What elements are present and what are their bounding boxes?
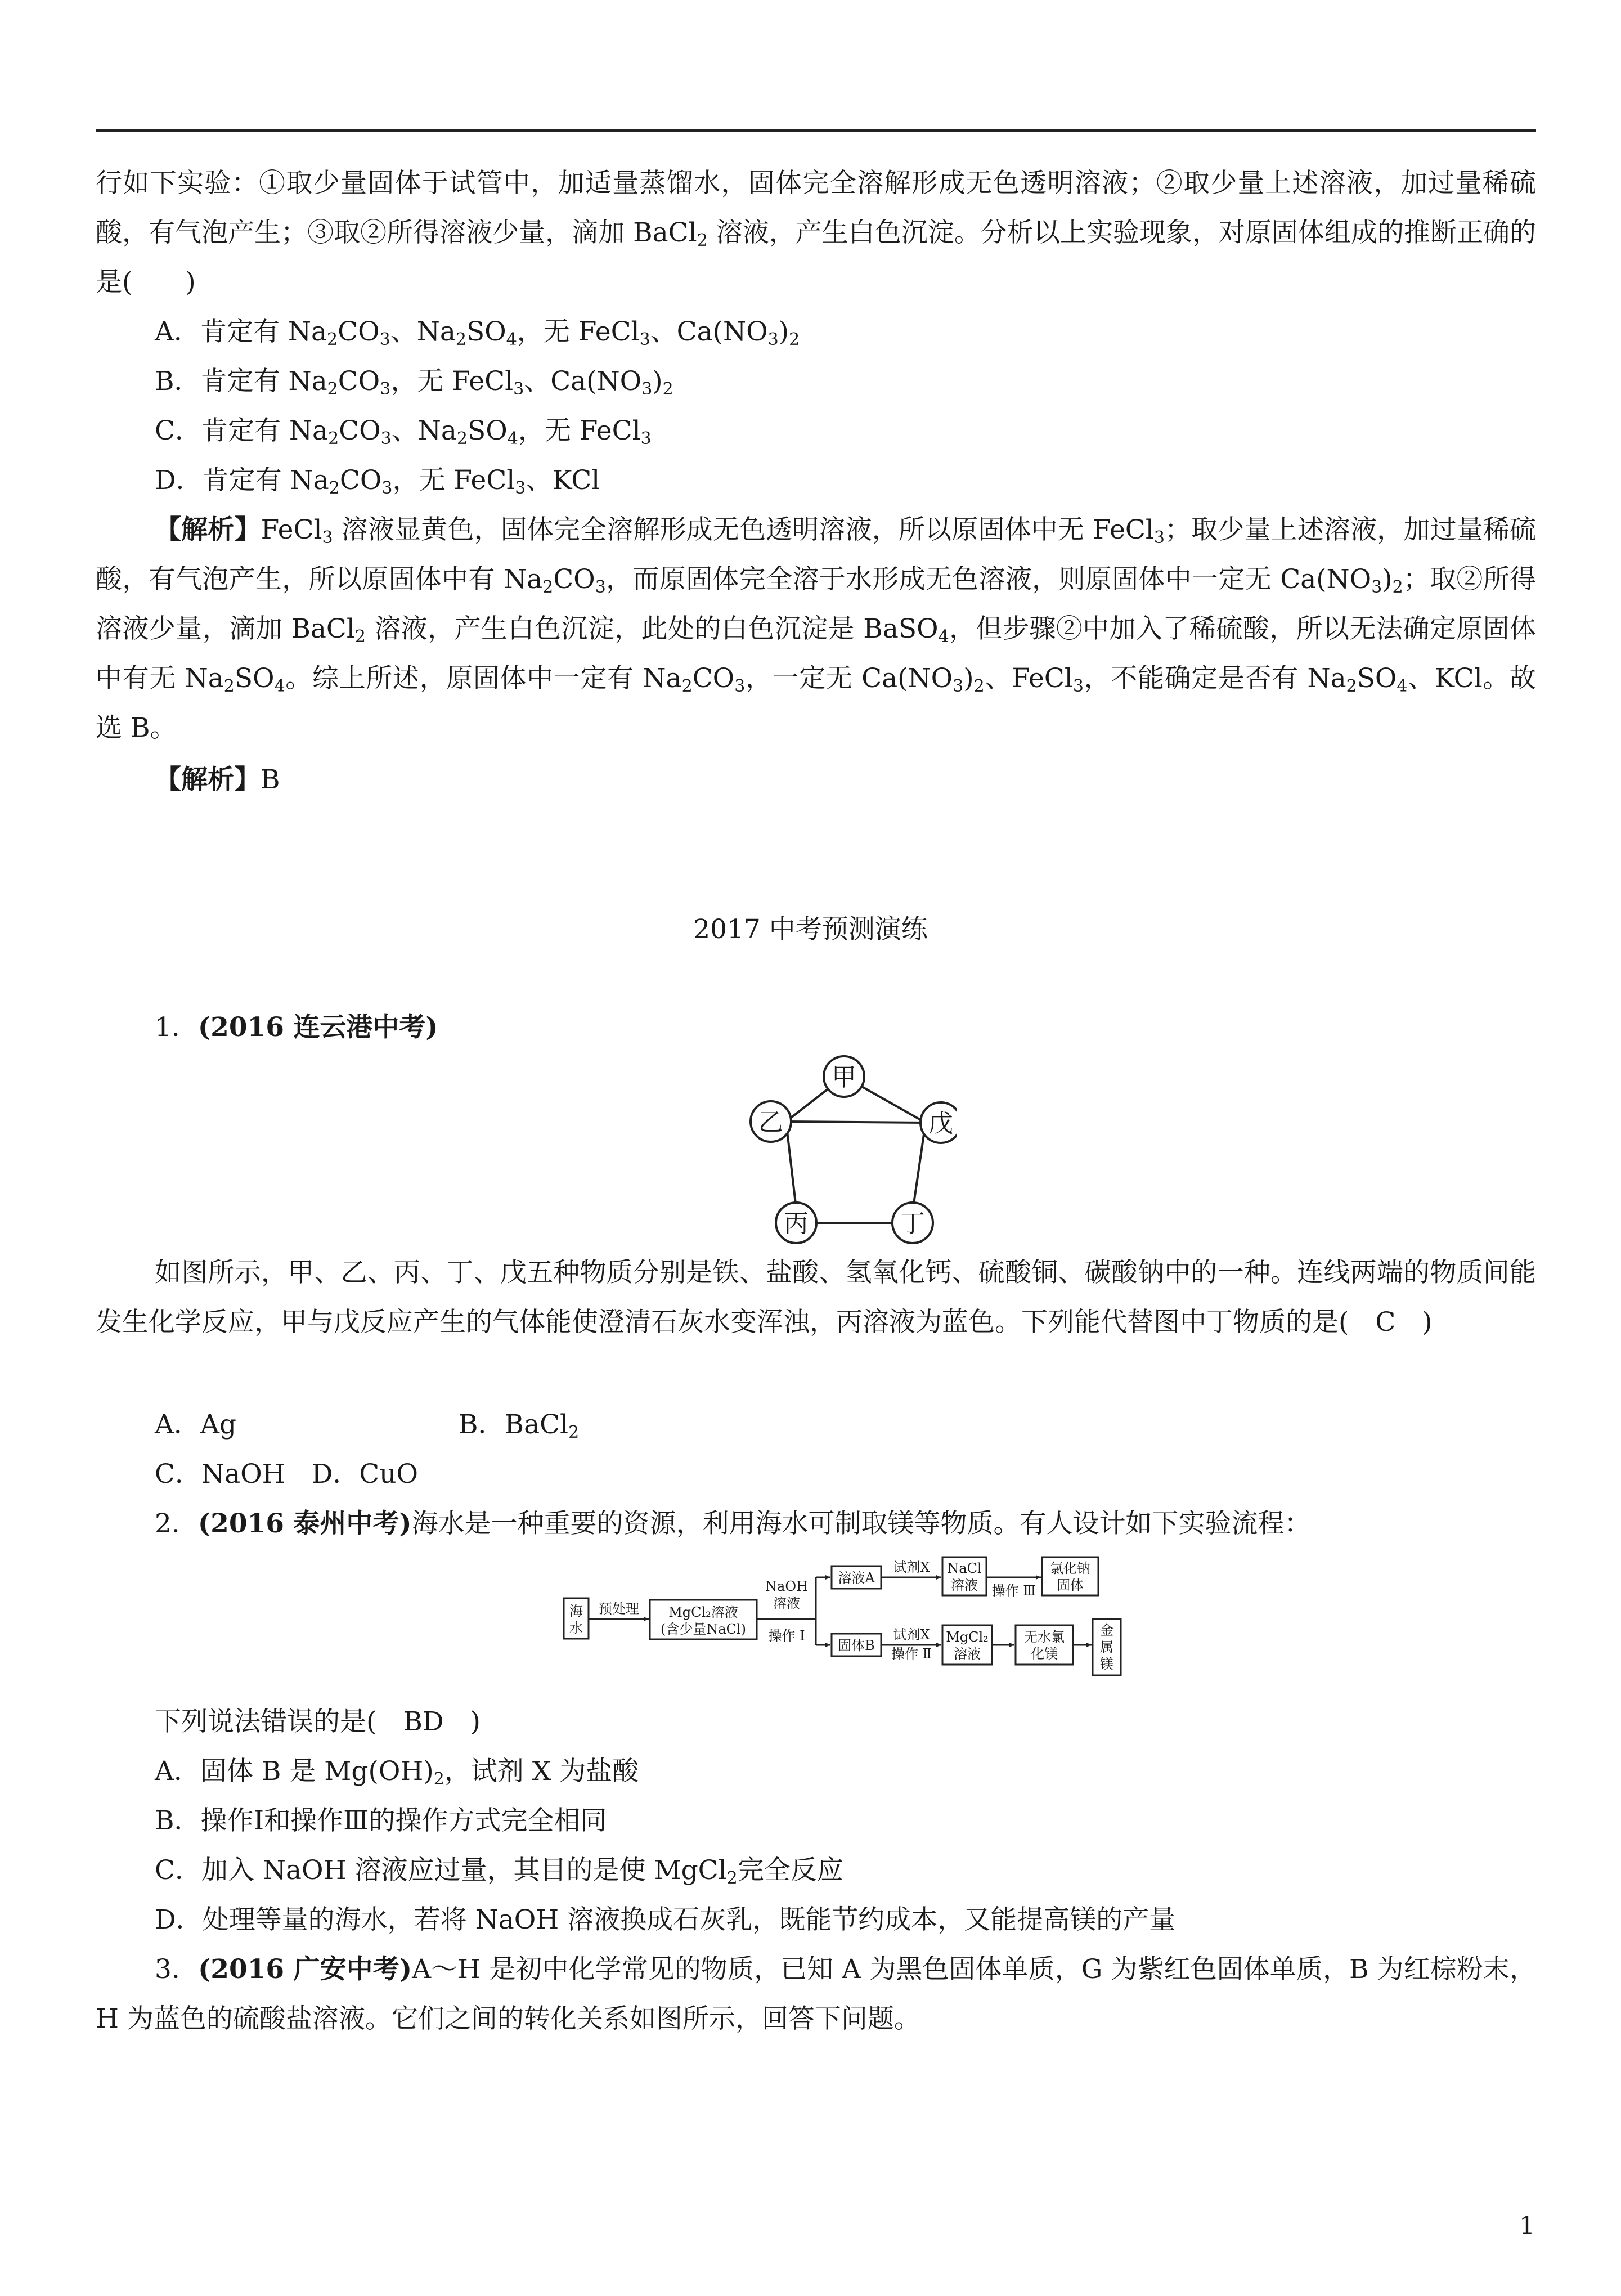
pretreat-label: 预处理 bbox=[599, 1601, 639, 1617]
q2-option-d: D．处理等量的海水，若将 NaOH 溶液换成石灰乳，既能节约成本，又能提高镁的产量 bbox=[155, 1904, 1176, 1935]
edge-yi-wu bbox=[786, 1122, 926, 1123]
reagent-x-top-label: 试剂X bbox=[893, 1559, 930, 1575]
intro-option-d: D．肯定有 $Na_2CO_3$，无 FeCl$_3$、KCl bbox=[155, 465, 600, 498]
q1-option-b: B．BaCl$_2$ bbox=[459, 1409, 580, 1442]
intro-option-b: B．肯定有 $Na_2CO_3$，无 FeCl$_3$、$Ca(NO_3)_2$ bbox=[155, 366, 673, 399]
node-jia-label: 甲 bbox=[832, 1063, 856, 1092]
mgcl2-label-2: (含少量NaCl) bbox=[660, 1621, 747, 1637]
naoh-label-2: 溶液 bbox=[773, 1595, 800, 1611]
anhydrous-label-2: 化镁 bbox=[1031, 1646, 1058, 1662]
op1-label: 操作 Ⅰ bbox=[768, 1628, 805, 1644]
node-wu-label: 戊 bbox=[928, 1109, 953, 1138]
node-bing-label: 丙 bbox=[784, 1209, 809, 1238]
intro-answer: 【解析】B bbox=[155, 764, 280, 795]
intro-question-text: 行如下实验：①取少量固体于试管中，加适量蒸馏水，固体完全溶解形成无色透明溶液；②取少量上述溶液，加过量稀硫酸，有气泡产生；③取②所得溶液少量，滴加 BaCl$_2$ 溶液，产生白色沉淀。分析以上实验现象，对原固体组成的推断正确的是( ) bbox=[96, 168, 1536, 298]
page-number: 1 bbox=[1519, 2212, 1535, 2240]
seawater-label-1: 海 bbox=[569, 1603, 583, 1619]
q2-option-c: C．加入 NaOH 溶液应过量，其目的是使 MgCl$_2$完全反应 bbox=[155, 1855, 843, 1888]
q1-pentagon-diagram bbox=[731, 1044, 957, 1246]
node-ding-label: 丁 bbox=[900, 1209, 925, 1238]
section-title: 2017 中考预测演练 bbox=[693, 914, 928, 945]
q1-question-text: 如图所示，甲、乙、丙、丁、戊五种物质分别是铁、盐酸、氢氧化钙、硫酸铜、碳酸钠中的一种。连线两端的物质间能发生化学反应，甲与戊反应产生的气体能使澄清石灰水变浑浊，丙溶液为蓝色。下列能代替图中丁物质的是( C ) bbox=[96, 1257, 1536, 1338]
solution-a-label: 溶液A bbox=[838, 1570, 875, 1586]
naoh-label-1: NaOH bbox=[765, 1578, 808, 1594]
mgcl2b-label-2: 溶液 bbox=[954, 1646, 981, 1662]
magnesium-label-3: 镁 bbox=[1100, 1656, 1113, 1672]
nacl-label-2: 溶液 bbox=[951, 1577, 978, 1593]
magnesium-label-1: 金 bbox=[1100, 1622, 1113, 1638]
nacl-solid-label-1: 氯化钠 bbox=[1050, 1560, 1090, 1576]
q2-flow-diagram bbox=[563, 1550, 1125, 1685]
q1-option-a: A．Ag bbox=[155, 1409, 236, 1440]
seawater-label-2: 水 bbox=[569, 1620, 583, 1636]
nacl-solid-label-2: 固体 bbox=[1057, 1577, 1084, 1593]
op2-label: 操作 Ⅱ bbox=[891, 1646, 932, 1662]
anhydrous-label-1: 无水氯 bbox=[1024, 1629, 1065, 1645]
intro-analysis: 【解析】FeCl$_3$ 溶液显黄色，固体完全溶解形成无色透明溶液，所以原固体中无 FeCl$_3$；取少量上述溶液，加过量稀硫酸，有气泡产生，所以原固体中有 $Na_2CO_3$，而原固体完全溶于水形成无色溶液，则原固体中一定无 $Ca(NO_3)_2$；取②所得溶液少量，滴加 BaCl$_2$ 溶液，产生白色沉淀，此处的白色沉淀是 BaSO$_4$，但步骤②中加入了稀硫酸，所以无法确定原固体中有无 $Na_2SO_4$。综上所述，原固体中一定有 $Na_2CO_3$，一定无 $Ca(NO_3)_2$、FeCl$_3$，不能确定是否有 $Na_2SO_4$、KCl。故选 B。 bbox=[96, 514, 1537, 743]
op3-label: 操作 Ⅲ bbox=[991, 1583, 1036, 1599]
header-rule bbox=[96, 129, 1536, 132]
q2-question: 下列说法错误的是( BD ) bbox=[155, 1706, 481, 1737]
q1-header: 1．(2016 连云港中考) bbox=[155, 1012, 438, 1043]
mgcl2b-label-1: MgCl₂ bbox=[946, 1629, 989, 1645]
magnesium-label-2: 属 bbox=[1100, 1639, 1113, 1655]
q2-option-b: B．操作Ⅰ和操作Ⅲ的操作方式完全相同 bbox=[155, 1805, 607, 1836]
intro-option-c: C．肯定有 $Na_2CO_3$、$Na_2SO_4$，无 FeCl$_3$ bbox=[155, 415, 652, 449]
q1-option-cd: C．NaOH D．CuO bbox=[155, 1459, 419, 1490]
q2-header: 2．(2016 泰州中考)海水是一种重要的资源，利用海水可制取镁等物质。有人设计如下实验流程： bbox=[155, 1508, 1311, 1539]
nacl-label-1: NaCl bbox=[947, 1560, 982, 1576]
intro-option-a: A．肯定有 $Na_2CO_3$、$Na_2SO_4$，无 FeCl$_3$、$Ca(NO_3)_2$ bbox=[155, 316, 800, 349]
node-yi-label: 乙 bbox=[758, 1108, 783, 1137]
q3-question-text: 3．(2016 广安中考)A～H 是初中化学常见的物质，已知 A 为黑色固体单质，G 为紫红色固体单质，B 为红棕粉末，H 为蓝色的硫酸盐溶液。它们之间的转化关系如图所示，回答下问题。 bbox=[96, 1954, 1537, 2034]
q2-option-a: A．固体 B 是 $Mg(OH)_2$，试剂 X 为盐酸 bbox=[155, 1756, 639, 1789]
solid-b-label: 固体B bbox=[838, 1638, 875, 1653]
mgcl2-label-1: MgCl₂溶液 bbox=[668, 1604, 738, 1620]
reagent-x-bottom-label: 试剂X bbox=[893, 1627, 930, 1643]
